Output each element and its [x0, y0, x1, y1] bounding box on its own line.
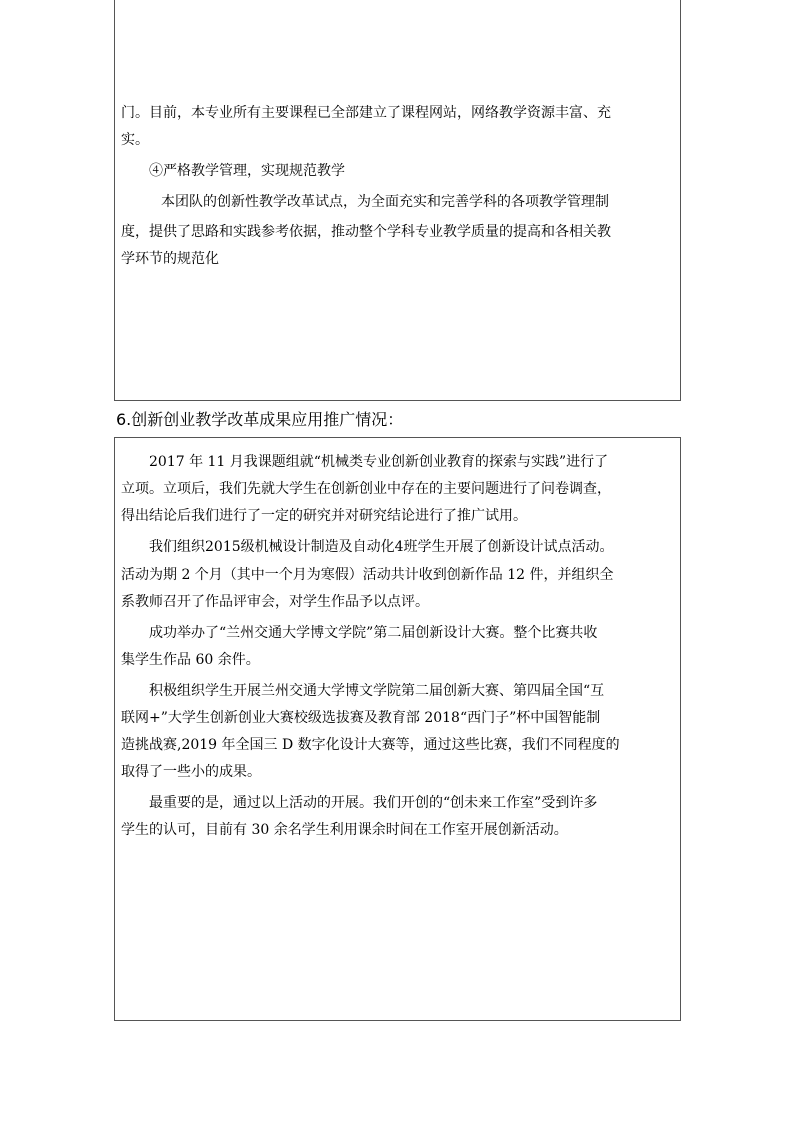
section-6-text-box [114, 437, 681, 1021]
text-line: 系教师召开了作品评审会，对学生作品予以点评。 [121, 594, 429, 610]
text-line: 得出结论后我们进行了一定的研究并对研究结论进行了推广试用。 [121, 508, 527, 524]
text-line: 集学生作品 60 余件。 [121, 652, 260, 668]
text-line: 成功举办了“兰州交通大学博文学院”第二届创新设计大赛。整个比赛共收 [149, 625, 598, 641]
continued-text-box [114, 0, 681, 401]
text-line: 积极组织学生开展兰州交通大学博文学院第二届创新大赛、第四届全国“互 [149, 683, 605, 699]
text-line: 度，提供了思路和实践参考依据，推动整个学科专业教学质量的提高和各相关教 [121, 224, 611, 240]
text-line: 实。 [121, 132, 149, 148]
subheading-strict-management: ④严格教学管理，实现规范教学 [149, 163, 345, 179]
text-line: 学生的认可，目前有 30 余名学生利用课余时间在工作室开展创新活动。 [121, 822, 568, 838]
text-line: 立项。立项后，我们先就大学生在创新创业中存在的主要问题进行了问卷调查， [121, 481, 611, 497]
text-line: 造挑战赛,2019 年全国三 D 数字化设计大赛等，通过这些比赛，我们不同程度的 [121, 737, 620, 753]
text-line: 取得了一些小的成果。 [121, 764, 261, 780]
text-line: 我们组织2015级机械设计制造及自动化4班学生开展了创新设计试点活动。 [149, 539, 614, 555]
text-line: 最重要的是，通过以上活动的开展。我们开创的“创未来工作室”受到许多 [149, 795, 598, 811]
text-line: 门。目前，本专业所有主要课程已全部建立了课程网站，网络教学资源丰富、充 [121, 105, 611, 121]
section-6-heading: 6.创新创业教学改革成果应用推广情况： [116, 410, 404, 429]
text-line: 2017 年 11 月我课题组就“机械类专业创新创业教育的探索与实践”进行了 [149, 454, 609, 470]
text-line: 学环节的规范化 [121, 251, 219, 267]
text-line: 联网+”大学生创新创业大赛校级选拔赛及教育部 2018“西门子”杯中国智能制 [121, 710, 601, 726]
text-line: 本团队的创新性教学改革试点，为全面充实和完善学科的各项教学管理制 [161, 194, 609, 210]
text-line: 活动为期 2 个月（其中一个月为寒假）活动共计收到创新作品 12 件，并组织全 [121, 567, 614, 583]
